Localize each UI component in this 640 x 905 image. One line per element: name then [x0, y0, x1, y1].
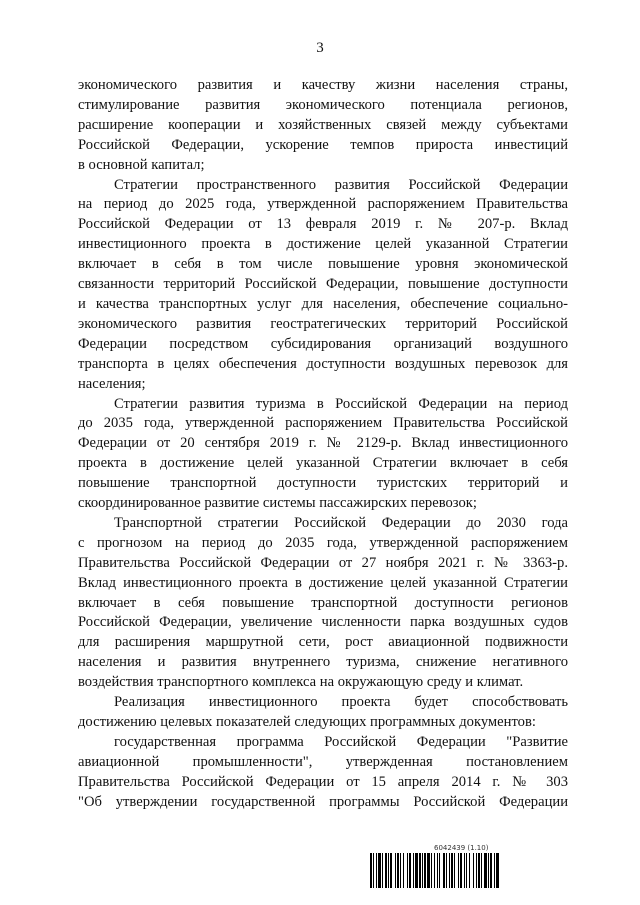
text-line: инвестиционного проекта в достижение целей указанной Стратегии	[78, 236, 568, 253]
text-line: экономического развития геостратегических территорий Российской	[78, 315, 568, 332]
paragraph	[78, 514, 568, 693]
text-line: Вклад инвестиционного проекта в достижение целей указанной Стратегии	[78, 574, 568, 591]
text-line: до 2035 года, утвержденной распоряжением Правительства Российской	[78, 415, 568, 432]
text-line: населения и развития внутреннего туризма, снижение негативного	[78, 654, 568, 671]
text-line: государственная программа Российской Федерации "Развитие	[114, 733, 568, 750]
text-line: для расширения маршрутной сети, рост авиационной подвижности	[78, 634, 568, 651]
paragraph	[78, 733, 568, 813]
text-line: на период до 2025 года, утвержденной распоряжением Правительства	[78, 196, 568, 213]
paragraph	[78, 176, 568, 395]
page-number: 3	[316, 40, 324, 56]
text-line: Правительства Российской Федерации от 27 ноября 2021 г. № 3363-р.	[78, 554, 568, 571]
text-line: Российской Федерации, ускорение темпов прироста инвестиций	[78, 136, 568, 153]
text-line: Стратегии развития туризма в Российской Федерации на период	[114, 395, 568, 412]
text-line: транспорта в целях обеспечения доступности воздушных перевозок для	[78, 355, 568, 372]
text-line: Реализация инвестиционного проекта будет способствовать	[114, 694, 568, 711]
text-line: авиационной промышленности", утвержденная постановлением	[78, 753, 568, 770]
text-line: повышение транспортной доступности туристских территорий и	[78, 475, 568, 492]
text-line: стимулирование развития экономического потенциала регионов,	[78, 96, 568, 113]
text-line: "Об утверждении государственной программы Российской Федерации	[78, 793, 568, 810]
text-line: Федерации от 20 сентября 2019 г. № 2129-р. Вклад инвестиционного	[78, 435, 568, 452]
text-line: Правительства Российской Федерации от 15 апреля 2014 г. № 303	[78, 773, 568, 790]
text-line: расширение кооперации и хозяйственных связей между субъектами	[78, 116, 568, 133]
text-line: Российской Федерации, увеличение численности парка воздушных судов	[78, 614, 568, 631]
text-line: проекта в достижение целей указанной Стратегии включает в себя	[78, 455, 568, 472]
text-line: Транспортной стратегии Российской Федерации до 2030 года	[114, 514, 568, 531]
text-line: экономического развития и качеству жизни населения страны,	[78, 77, 568, 93]
document-code: 6042439 (1.10)	[434, 844, 489, 852]
text-line: Стратегии пространственного развития Российской Федерации	[114, 176, 568, 193]
paragraph	[78, 76, 568, 176]
text-line: скоординированное развитие системы пассажирских перевозок;	[78, 495, 477, 512]
paragraph	[78, 693, 568, 733]
text-line: включает в себя в том числе повышение уровня экономической	[78, 256, 568, 273]
text-line: включает в себя повышение транспортной доступности регионов	[78, 594, 568, 611]
document-body	[78, 76, 568, 813]
barcode-image	[370, 853, 560, 888]
text-line: достижению целевых показателей следующих программных документов:	[78, 714, 536, 730]
text-line: с прогнозом на период до 2035 года, утвержденной распоряжением	[78, 534, 568, 551]
text-line: Федерации посредством субсидирования организаций воздушного	[78, 335, 568, 352]
text-line: и качества транспортных услуг для населения, обеспечение социально-	[78, 295, 568, 312]
text-line: Российской Федерации от 13 февраля 2019 г. № 207-р. Вклад	[78, 216, 568, 233]
text-line: воздействия транспортного комплекса на окружающую среду и климат.	[78, 674, 524, 691]
text-line: в основной капитал;	[78, 156, 205, 173]
text-line: связанности территорий Российской Федерации, повышение доступности	[78, 276, 568, 293]
text-line: населения;	[78, 375, 146, 392]
paragraph	[78, 395, 568, 514]
